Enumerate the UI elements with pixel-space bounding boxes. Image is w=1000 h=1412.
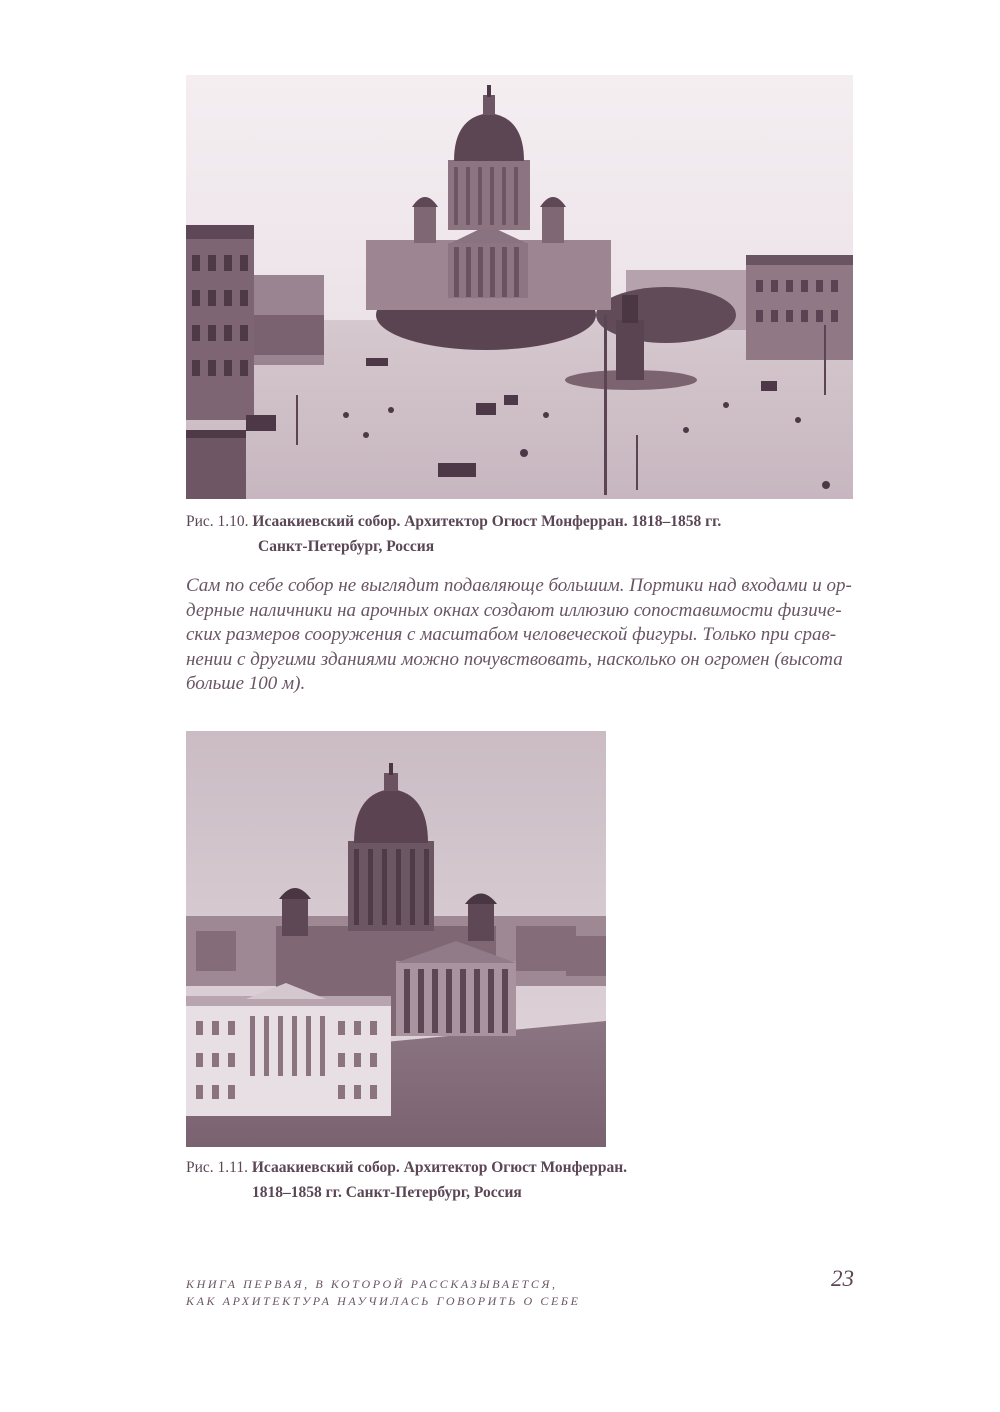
cathedral-square-illustration xyxy=(186,75,853,499)
figure-2-caption-line1: Исаакиевский собор. Архитектор Огюст Монферран. xyxy=(251,1159,628,1176)
figure-1-caption-line1: Исаакиевский собор. Архитектор Огюст Монферран. 1818–1858 гг. xyxy=(252,513,722,530)
body-paragraph xyxy=(186,574,852,697)
figure-1-caption xyxy=(186,509,866,559)
body-line: дерные наличники на арочных окнах создают иллюзию сопоставимости физиче- xyxy=(186,599,842,621)
figure-2-label: Рис. 1.11. xyxy=(186,1159,248,1176)
body-line: больше 100 м). xyxy=(186,673,306,694)
running-head-line1: КНИГА ПЕРВАЯ, В КОТОРОЙ РАССКАЗЫВАЕТСЯ, xyxy=(186,1277,558,1291)
body-line: Сам по себе собор не выглядит подавляюще большим. Портики над входами и ор- xyxy=(186,575,852,596)
figure-1-label: Рис. 1.10. xyxy=(186,513,249,530)
figure-2-caption xyxy=(186,1155,786,1205)
page-number: 23 xyxy=(831,1266,854,1291)
running-head xyxy=(186,1276,706,1310)
running-head-line2: КАК АРХИТЕКТУРА НАУЧИЛАСЬ ГОВОРИТЬ О СЕБЕ xyxy=(186,1294,581,1308)
cathedral-square-photo xyxy=(186,75,853,499)
figure-2-caption-line2: 1818–1858 гг. Санкт-Петербург, Россия xyxy=(252,1184,522,1201)
figure-1-caption-line2: Санкт-Петербург, Россия xyxy=(258,538,435,555)
body-line: ских размеров сооружения с масштабом человеческой фигуры. Только при срав- xyxy=(186,624,837,645)
cathedral-aerial-photo xyxy=(186,731,606,1147)
body-line: нении с другими зданиями можно почувствовать, насколько он огромен (высота xyxy=(186,648,843,670)
cathedral-aerial-illustration xyxy=(186,731,606,1147)
